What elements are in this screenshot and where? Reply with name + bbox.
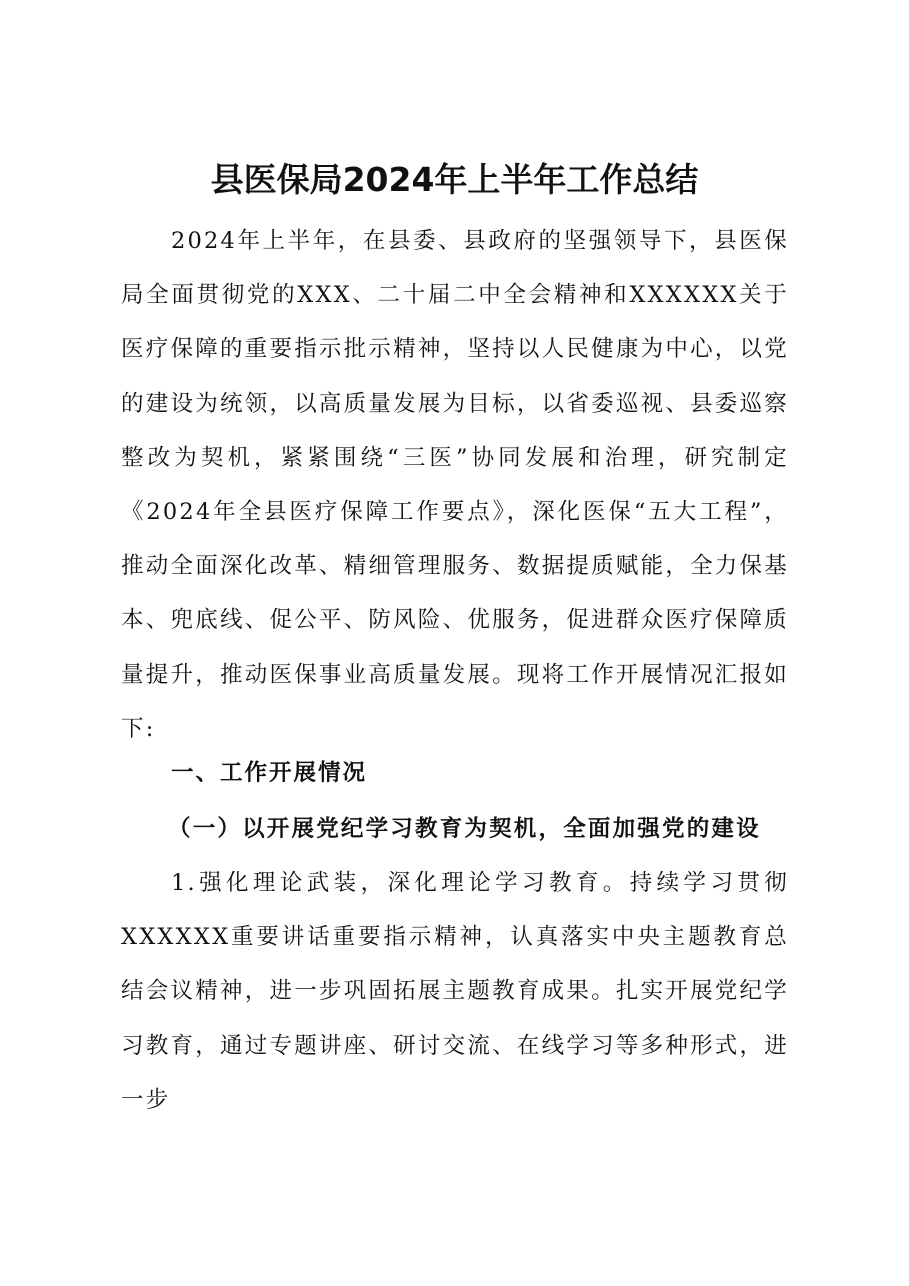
subsection-heading-party-building: （一）以开展党纪学习教育为契机，全面加强党的建设 bbox=[168, 816, 761, 842]
item-1-paragraph: 1.强化理论武装，深化理论学习教育。持续学习贯彻XXXXXX重要讲话重要指示精神，认真落实中央主题教育总结会议精神，进一步巩固拓展主题教育成果。扎实开展党纪学习教育，通过专题讲座、研讨交流、在线学习等多种形式，进一步 bbox=[121, 870, 789, 1113]
document-title: 县医保局2024年上半年工作总结 bbox=[210, 160, 699, 199]
intro-paragraph: 2024年上半年，在县委、县政府的坚强领导下，县医保局全面贯彻党的XXX、二十届二中全会精神和XXXXXX关于医疗保障的重要指示批示精神，坚持以人民健康为中心，以党的建设为统领，以高质量发展为目标，以省委巡视、县委巡察整改为契机，紧紧围绕“三医”协同发展和治理，研究制定《2024年全县医疗保障工作要点》，深化医保“五大工程”，推动全面深化改革、精细管理服务、数据提质赋能，全力保基本、兜底线、促公平、防风险、优服务，促进群众医疗保障质量提升，推动医保事业高质量发展。现将工作开展情况汇报如下: bbox=[121, 228, 789, 742]
section-heading-work-progress: 一、工作开展情况 bbox=[171, 760, 368, 786]
